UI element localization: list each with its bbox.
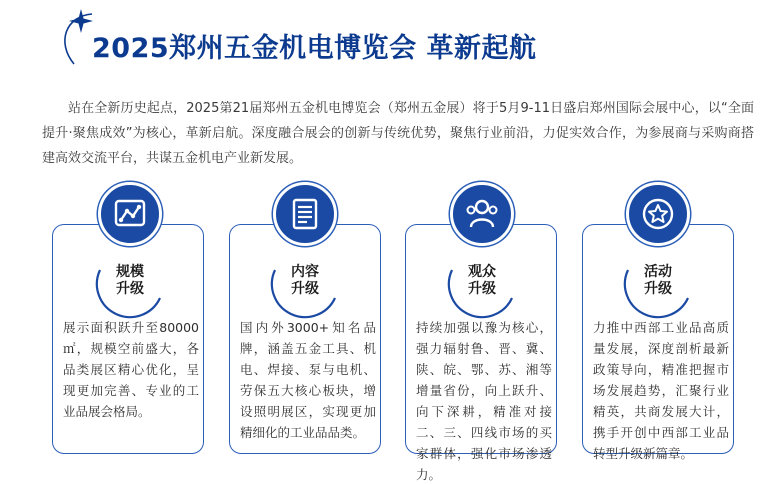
intro-paragraph: 站在全新历史起点，2025第21届郑州五金机电博览会（郑州五金展）将于5月9-11日盛启郑州国际会展中心，以“全面提升·聚焦成效”为核心，革新启航。深度融合展会的创新与传统优势，聚焦行业前沿，力促实效合作，为参展商与采购商搭建高效交流平台，共谋五金机电产业新发展。 [42,101,754,166]
label-line: 升级 [291,281,319,297]
card-activity-text: 力推中西部工业品高质量发展，深度剖析最新政策导向，精准把握市场发展趋势，汇聚行业精英，共商发展大计，携手开创中西部工业品转型升级新篇章。 [593,320,729,461]
card-content-label [273,264,337,298]
chart-line-icon [98,182,162,246]
label-line: 活动 [644,264,672,280]
label-line: 升级 [468,281,496,297]
card-audience-text: 持续加强以豫为核心，强力辐射鲁、晋、冀、陕、皖、鄂、苏、湘等增量省份，向上跃升、向下深耕，精准对接二、三、四线市场的买家群体，强化市场渗透力。 [416,320,552,482]
card-content-text: 国内外3000+知名品牌，涵盖五金工具、机电、焊接、泵与电机、劳保五大核心板块，增设照明展区，实现更加精细化的工业品品类。 [240,320,376,440]
label-line: 升级 [644,281,672,297]
document-icon [273,182,337,246]
label-line: 观众 [468,264,496,280]
card-activity-label [626,264,690,298]
card-scale-text: 展示面积跃升至80000㎡，规模空前盛大，各品类展区精心优化，呈现更加完善、专业的工业品展会格局。 [63,320,199,419]
card-audience-label [450,264,514,298]
label-line: 升级 [116,281,144,297]
card-scale-label [98,264,162,298]
star-icon [626,182,690,246]
label-line: 内容 [291,264,319,280]
label-line: 规模 [116,264,144,280]
audience-icon [450,182,514,246]
page-title: 2025郑州五金机电博览会 革新起航 [92,33,537,64]
